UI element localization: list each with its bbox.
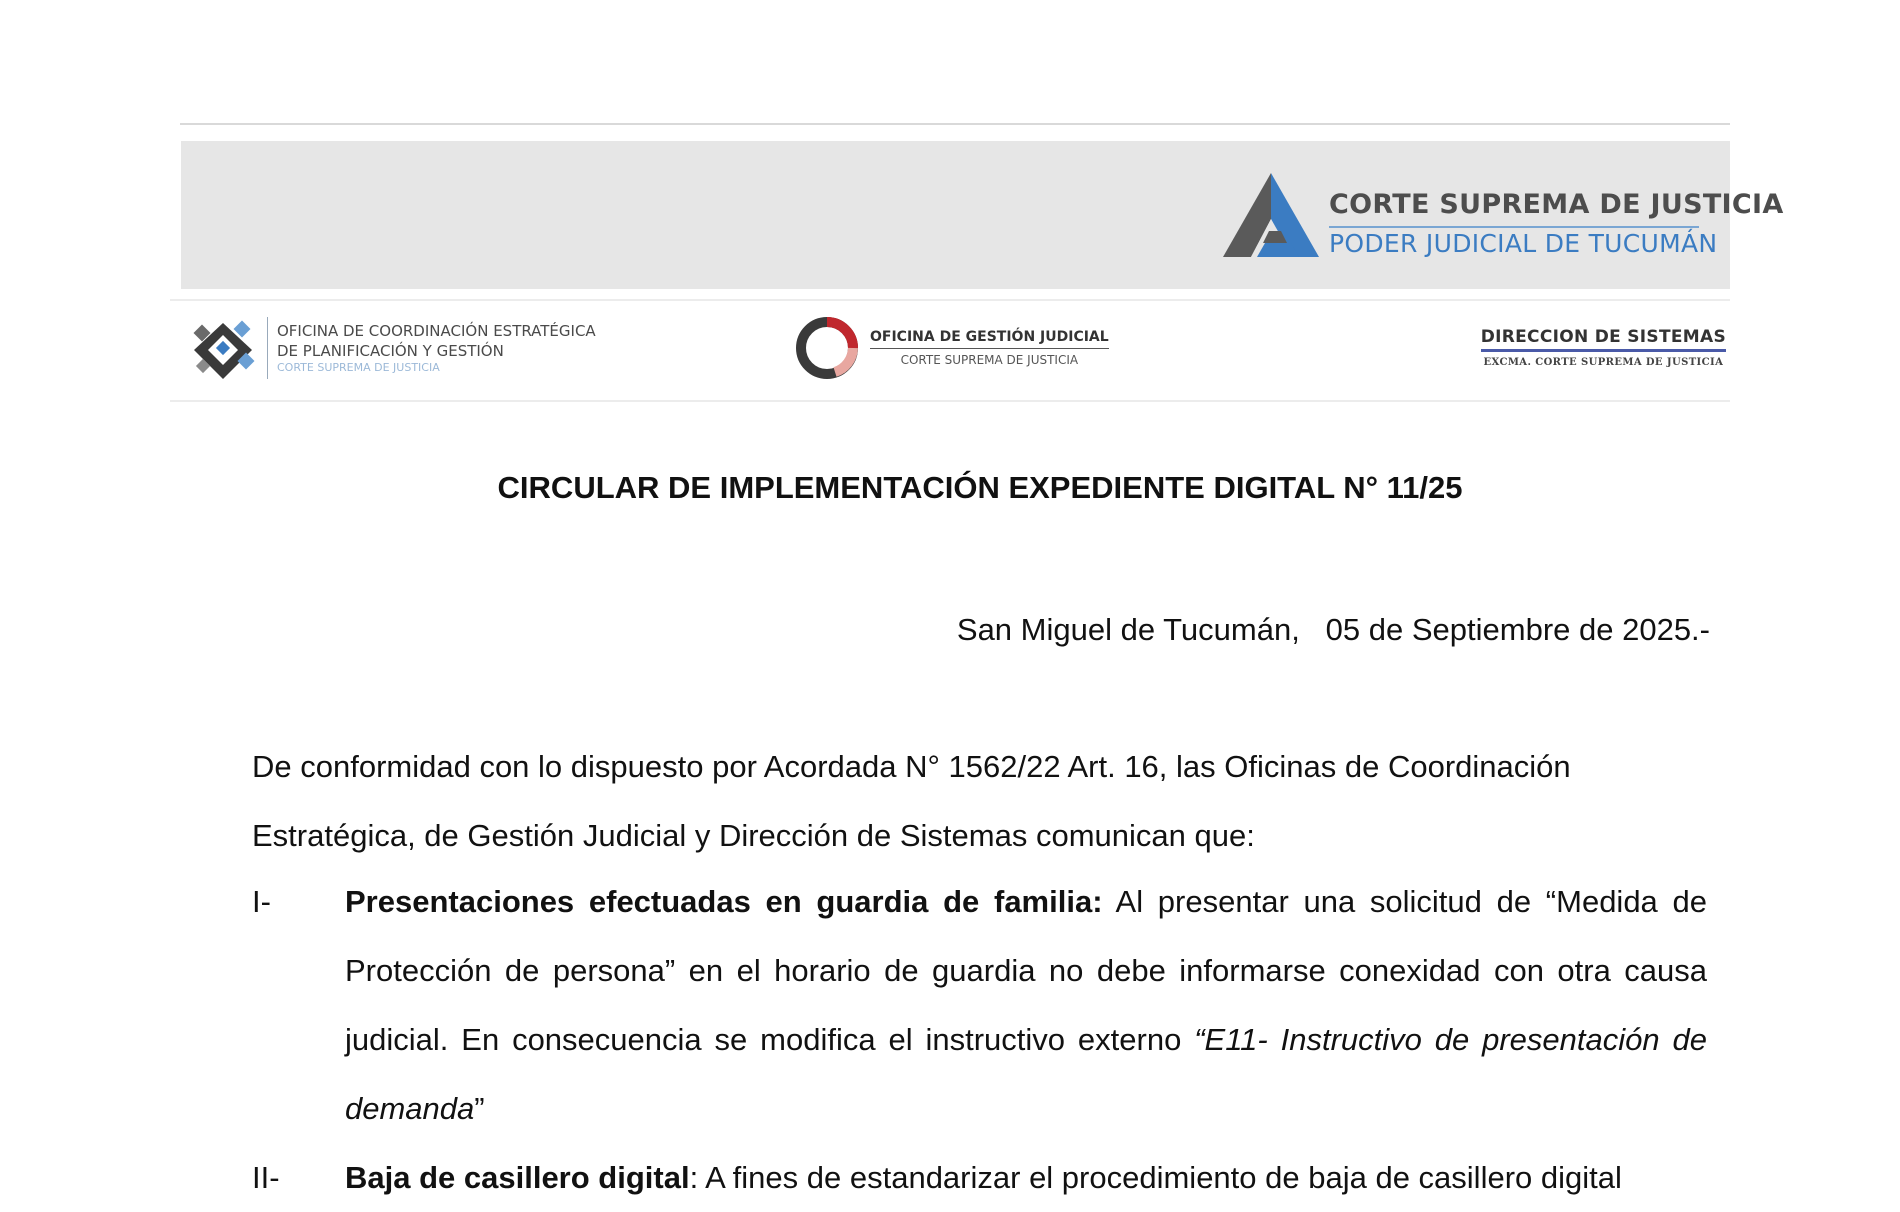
top-rule <box>180 123 1730 125</box>
dir-sistemas-name <box>1481 327 1726 368</box>
items-list <box>252 867 1707 1212</box>
intro-paragraph <box>252 732 1707 870</box>
ocepg-name <box>277 321 596 375</box>
court-title-underline <box>1329 226 1699 228</box>
item-quote-close: ” <box>474 1091 485 1126</box>
item-number: II- <box>252 1160 280 1195</box>
item-number: I- <box>252 884 271 919</box>
ocepg-divider <box>267 317 268 379</box>
item-text: Al presentar una solicitud de “Medida de Protección de persona” en el horario de guardia no debe informarse conexidad con otra causa judicial. En consecuencia se modifica el instructivo externo <box>345 884 1707 1057</box>
place: San Miguel de Tucumán, <box>956 612 1300 647</box>
ocepg-line1: OFICINA DE COORDINACIÓN ESTRATÉGICA <box>277 322 596 340</box>
court-title: CORTE SUPREMA DE JUSTICIA <box>1329 189 1784 220</box>
court-banner <box>181 141 1784 289</box>
item-body <box>345 867 1707 1143</box>
intro-line-1: De conformidad con lo dispuesto por Acordada N° 1562/22 Art. 16, las Oficinas de Coordinación <box>252 749 1571 784</box>
ogj-logo-icon <box>795 316 859 380</box>
item-heading: Baja de casillero digital <box>345 1160 690 1195</box>
item-italic-ref: E11- Instructivo de presentación de demanda <box>345 1022 1707 1126</box>
court-subtitle: PODER JUDICIAL DE TUCUMÁN <box>1329 229 1718 258</box>
ocepg-logo-icon <box>188 317 258 383</box>
ocepg-line3: CORTE SUPREMA DE JUSTICIA <box>277 361 440 374</box>
list-item <box>252 867 1707 1143</box>
item-body <box>345 1143 1707 1212</box>
dir-sistemas-line2: EXCMA. CORTE SUPREMA DE JUSTICIA <box>1483 357 1724 368</box>
intro-line-2: Estratégica, de Gestión Judicial y Dirección de Sistemas comunican que: <box>252 818 1255 853</box>
date: 05 de Septiembre de 2025.- <box>1325 612 1710 647</box>
ogj-line2: CORTE SUPREMA DE JUSTICIA <box>900 353 1079 367</box>
ogj-line1: OFICINA DE GESTIÓN JUDICIAL <box>870 329 1109 349</box>
ogj-name <box>870 329 1109 367</box>
ocepg-line2: DE PLANIFICACIÓN Y GESTIÓN <box>277 342 504 360</box>
item-text: : A fines de estandarizar el procedimiento de baja de casillero digital <box>689 1160 1622 1195</box>
item-quote-open: “ <box>1194 1022 1205 1057</box>
dir-sistemas-line1: DIRECCION DE SISTEMAS <box>1481 327 1726 352</box>
item-heading: Presentaciones efectuadas en guardia de familia: <box>345 884 1103 919</box>
document-title-text: CIRCULAR DE IMPLEMENTACIÓN EXPEDIENTE DIGITAL N° 11/25 <box>497 470 1463 505</box>
place-date <box>957 612 1710 648</box>
list-item <box>252 1143 1707 1212</box>
offices-banner <box>170 299 1730 402</box>
court-logo-icon <box>1221 171 1321 261</box>
document-title <box>0 470 1900 506</box>
